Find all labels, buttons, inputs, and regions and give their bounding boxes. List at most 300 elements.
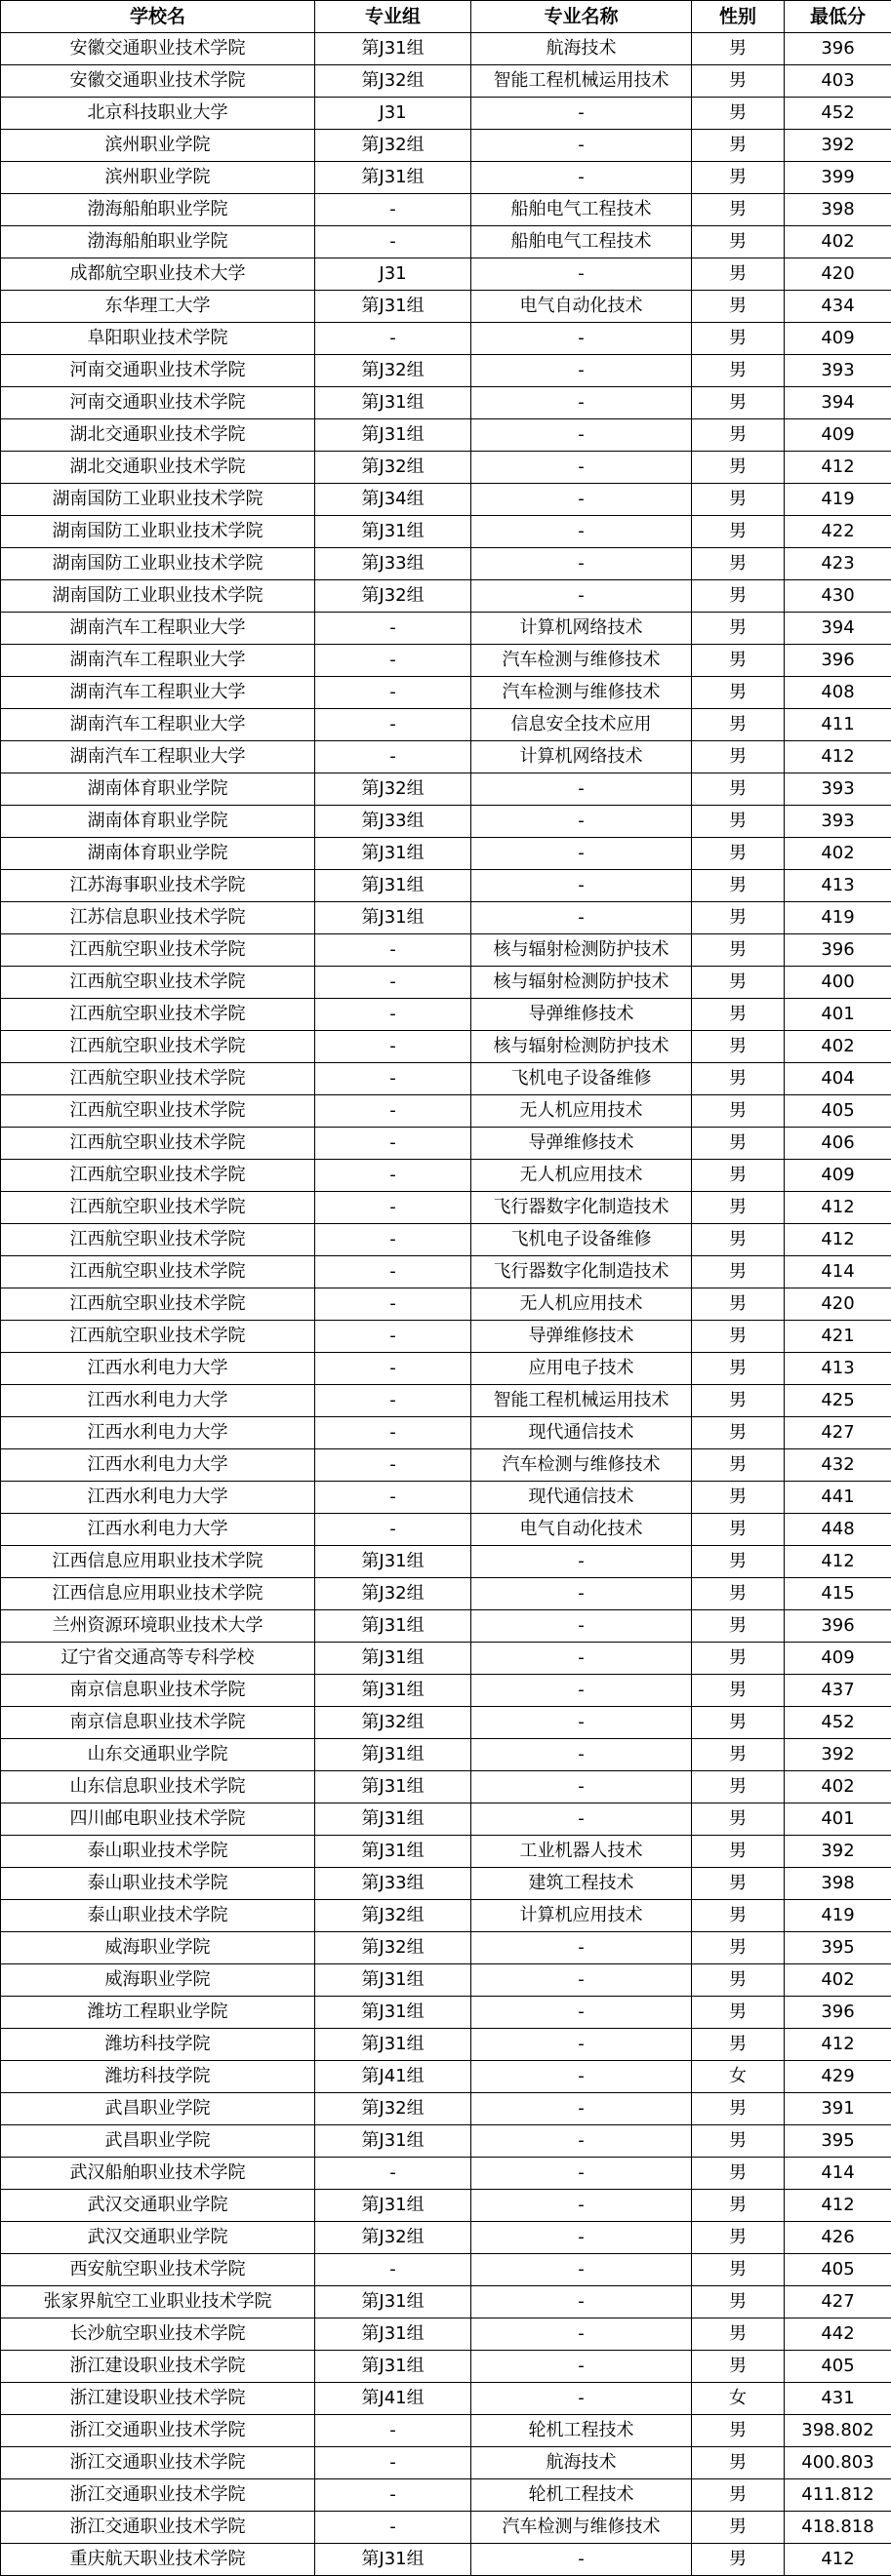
group-cell: 第J33组 (315, 1868, 471, 1900)
table-row (1, 2383, 891, 2415)
group-cell: 第J31组 (315, 33, 471, 65)
group-cell: 第J32组 (315, 65, 471, 98)
school-name-cell: 重庆航天职业技术学院 (1, 2544, 315, 2576)
group-cell: 第J32组 (315, 1578, 471, 1610)
school-name-cell: 江西航空职业技术学院 (1, 1224, 315, 1256)
gender-cell: 男 (692, 2318, 785, 2351)
min-score-cell: 421 (785, 1321, 891, 1353)
group-cell: - (315, 1385, 471, 1417)
gender-cell: 男 (692, 2254, 785, 2286)
gender-cell: 男 (692, 1803, 785, 1836)
group-cell: - (315, 1353, 471, 1385)
school-name-cell: 江西航空职业技术学院 (1, 999, 315, 1031)
school-name-cell: 山东信息职业技术学院 (1, 1771, 315, 1803)
school-name-cell: 南京信息职业技术学院 (1, 1707, 315, 1739)
gender-cell: 男 (692, 2093, 785, 2125)
table-row (1, 1353, 891, 1385)
table-body (1, 33, 891, 2576)
major-cell: - (471, 2318, 692, 2351)
gender-cell: 男 (692, 2479, 785, 2512)
school-name-cell: 兰州资源环境职业技术大学 (1, 1610, 315, 1643)
gender-cell: 男 (692, 1997, 785, 2029)
min-score-cell: 406 (785, 1128, 891, 1160)
group-cell: - (315, 194, 471, 226)
table-row (1, 194, 891, 226)
major-cell: - (471, 1578, 692, 1610)
table-row (1, 1449, 891, 1482)
table-row (1, 1063, 891, 1095)
gender-cell: 男 (692, 1288, 785, 1321)
major-cell: 电气自动化技术 (471, 1514, 692, 1546)
table-row (1, 2447, 891, 2479)
min-score-cell: 413 (785, 870, 891, 902)
table-row (1, 2415, 891, 2447)
group-cell: 第J31组 (315, 1610, 471, 1643)
group-cell: - (315, 1095, 471, 1128)
table-row (1, 677, 891, 709)
group-cell: - (315, 967, 471, 999)
gender-cell: 男 (692, 323, 785, 355)
gender-cell: 男 (692, 1385, 785, 1417)
table-row (1, 548, 891, 580)
group-cell: - (315, 1449, 471, 1482)
major-cell: - (471, 2125, 692, 2158)
group-cell: - (315, 2512, 471, 2544)
min-score-cell: 403 (785, 65, 891, 98)
major-cell: 导弹维修技术 (471, 1128, 692, 1160)
group-cell: 第J32组 (315, 773, 471, 806)
school-name-cell: 湖南国防工业职业技术学院 (1, 516, 315, 548)
group-cell: 第J31组 (315, 162, 471, 194)
school-name-cell: 江西水利电力大学 (1, 1353, 315, 1385)
school-name-cell: 武汉交通职业学院 (1, 2222, 315, 2254)
header-row (1, 1, 891, 33)
gender-cell: 男 (692, 1836, 785, 1868)
school-name-cell: 江西水利电力大学 (1, 1385, 315, 1417)
major-cell: 工业机器人技术 (471, 1836, 692, 1868)
min-score-cell: 396 (785, 1997, 891, 2029)
min-score-cell: 402 (785, 1771, 891, 1803)
min-score-cell: 408 (785, 677, 891, 709)
major-cell: - (471, 1932, 692, 1964)
table-row (1, 1128, 891, 1160)
major-cell: - (471, 130, 692, 162)
major-cell: - (471, 2383, 692, 2415)
group-cell: 第J31组 (315, 1803, 471, 1836)
table-row (1, 33, 891, 65)
group-cell: 第J31组 (315, 1546, 471, 1578)
table-row (1, 1803, 891, 1836)
group-cell: - (315, 934, 471, 967)
gender-cell: 男 (692, 548, 785, 580)
school-name-cell: 江西航空职业技术学院 (1, 1321, 315, 1353)
table-row (1, 613, 891, 645)
major-cell: 飞机电子设备维修 (471, 1063, 692, 1095)
major-cell: 无人机应用技术 (471, 1095, 692, 1128)
table-row (1, 1932, 891, 1964)
gender-cell: 男 (692, 2158, 785, 2190)
min-score-cell: 412 (785, 741, 891, 773)
gender-cell: 男 (692, 194, 785, 226)
table-row (1, 1739, 891, 1771)
major-cell: - (471, 2029, 692, 2061)
min-score-cell: 396 (785, 33, 891, 65)
table-row (1, 323, 891, 355)
group-cell: - (315, 999, 471, 1031)
table-row (1, 1900, 891, 1932)
gender-cell: 男 (692, 1031, 785, 1063)
table-row (1, 1868, 891, 1900)
table-row (1, 709, 891, 741)
gender-cell: 男 (692, 1675, 785, 1707)
gender-cell: 男 (692, 226, 785, 258)
group-cell: 第J31组 (315, 870, 471, 902)
gender-cell: 男 (692, 1610, 785, 1643)
school-name-cell: 浙江交通职业技术学院 (1, 2512, 315, 2544)
group-cell: - (315, 709, 471, 741)
table-row (1, 1482, 891, 1514)
table-row (1, 1288, 891, 1321)
gender-cell: 男 (692, 1095, 785, 1128)
group-cell: 第J31组 (315, 2286, 471, 2318)
min-score-cell: 394 (785, 613, 891, 645)
school-name-cell: 威海职业学院 (1, 1932, 315, 1964)
min-score-cell: 392 (785, 1836, 891, 1868)
gender-cell: 男 (692, 98, 785, 130)
major-cell: 船舶电气工程技术 (471, 194, 692, 226)
gender-cell: 男 (692, 484, 785, 516)
table-row (1, 65, 891, 98)
group-cell: 第J31组 (315, 419, 471, 452)
min-score-cell: 412 (785, 2190, 891, 2222)
group-cell: - (315, 1063, 471, 1095)
min-score-cell: 393 (785, 773, 891, 806)
gender-cell: 男 (692, 2029, 785, 2061)
gender-cell: 男 (692, 773, 785, 806)
min-score-cell: 396 (785, 934, 891, 967)
gender-cell: 男 (692, 162, 785, 194)
school-name-cell: 潍坊科技学院 (1, 2061, 315, 2093)
school-name-cell: 湖南汽车工程职业大学 (1, 677, 315, 709)
gender-cell: 男 (692, 1353, 785, 1385)
table-row (1, 162, 891, 194)
group-cell: 第J31组 (315, 902, 471, 934)
school-name-cell: 威海职业学院 (1, 1964, 315, 1997)
gender-cell: 男 (692, 2125, 785, 2158)
school-name-cell: 江苏海事职业技术学院 (1, 870, 315, 902)
min-score-cell: 396 (785, 645, 891, 677)
major-cell: 轮机工程技术 (471, 2415, 692, 2447)
group-cell: - (315, 1192, 471, 1224)
table-row (1, 291, 891, 323)
min-score-cell: 392 (785, 1739, 891, 1771)
school-name-cell: 湖南体育职业学院 (1, 773, 315, 806)
group-cell: 第J31组 (315, 1997, 471, 2029)
major-cell: - (471, 258, 692, 291)
min-score-cell: 409 (785, 323, 891, 355)
group-cell: - (315, 645, 471, 677)
school-name-cell: 江苏信息职业技术学院 (1, 902, 315, 934)
school-name-cell: 成都航空职业技术大学 (1, 258, 315, 291)
major-cell: 计算机网络技术 (471, 741, 692, 773)
school-name-cell: 湖南国防工业职业技术学院 (1, 548, 315, 580)
school-name-cell: 东华理工大学 (1, 291, 315, 323)
table-row (1, 1256, 891, 1288)
major-cell: 汽车检测与维修技术 (471, 645, 692, 677)
gender-cell: 男 (692, 130, 785, 162)
major-cell: - (471, 1643, 692, 1675)
table-row (1, 1964, 891, 1997)
school-name-cell: 江西航空职业技术学院 (1, 1192, 315, 1224)
group-cell: 第J32组 (315, 1707, 471, 1739)
table-row (1, 2158, 891, 2190)
major-cell: - (471, 162, 692, 194)
table-row (1, 1385, 891, 1417)
school-name-cell: 浙江交通职业技术学院 (1, 2415, 315, 2447)
major-cell: 建筑工程技术 (471, 1868, 692, 1900)
group-cell: 第J32组 (315, 355, 471, 387)
group-cell: 第J32组 (315, 580, 471, 613)
group-cell: 第J31组 (315, 1675, 471, 1707)
min-score-cell: 427 (785, 1417, 891, 1449)
min-score-cell: 437 (785, 1675, 891, 1707)
group-cell: 第J34组 (315, 484, 471, 516)
gender-cell: 男 (692, 419, 785, 452)
major-cell: - (471, 1707, 692, 1739)
min-score-cell: 398 (785, 194, 891, 226)
gender-cell: 男 (692, 838, 785, 870)
school-name-cell: 江西航空职业技术学院 (1, 1063, 315, 1095)
major-cell: 计算机网络技术 (471, 613, 692, 645)
header-major: 专业名称 (471, 1, 692, 33)
school-name-cell: 浙江交通职业技术学院 (1, 2479, 315, 2512)
school-name-cell: 江西航空职业技术学院 (1, 967, 315, 999)
gender-cell: 男 (692, 1417, 785, 1449)
table-row (1, 355, 891, 387)
gender-cell: 男 (692, 452, 785, 484)
min-score-cell: 395 (785, 2125, 891, 2158)
gender-cell: 男 (692, 1482, 785, 1514)
school-name-cell: 河南交通职业技术学院 (1, 387, 315, 419)
major-cell: 信息安全技术应用 (471, 709, 692, 741)
table-row (1, 226, 891, 258)
table-row (1, 773, 891, 806)
group-cell: 第J31组 (315, 291, 471, 323)
major-cell: - (471, 355, 692, 387)
min-score-cell: 409 (785, 1160, 891, 1192)
gender-cell: 男 (692, 1449, 785, 1482)
major-cell: - (471, 452, 692, 484)
table-row (1, 2093, 891, 2125)
group-cell: 第J31组 (315, 2351, 471, 2383)
school-name-cell: 西安航空职业技术学院 (1, 2254, 315, 2286)
min-score-cell: 391 (785, 2093, 891, 2125)
major-cell: 导弹维修技术 (471, 999, 692, 1031)
major-cell: - (471, 548, 692, 580)
gender-cell: 男 (692, 1192, 785, 1224)
gender-cell: 男 (692, 1256, 785, 1288)
school-name-cell: 北京科技职业大学 (1, 98, 315, 130)
school-name-cell: 潍坊科技学院 (1, 2029, 315, 2061)
school-name-cell: 泰山职业技术学院 (1, 1900, 315, 1932)
major-cell: 导弹维修技术 (471, 1321, 692, 1353)
school-name-cell: 滨州职业学院 (1, 130, 315, 162)
group-cell: 第J31组 (315, 1836, 471, 1868)
group-cell: 第J31组 (315, 838, 471, 870)
group-cell: 第J33组 (315, 806, 471, 838)
gender-cell: 男 (692, 870, 785, 902)
group-cell: - (315, 1256, 471, 1288)
gender-cell: 男 (692, 258, 785, 291)
gender-cell: 男 (692, 1514, 785, 1546)
gender-cell: 男 (692, 1224, 785, 1256)
group-cell: 第J41组 (315, 2383, 471, 2415)
min-score-cell: 414 (785, 2158, 891, 2190)
table-row (1, 1192, 891, 1224)
min-score-cell: 402 (785, 226, 891, 258)
major-cell: 计算机应用技术 (471, 1900, 692, 1932)
table-row (1, 130, 891, 162)
min-score-cell: 402 (785, 838, 891, 870)
school-name-cell: 武汉交通职业学院 (1, 2190, 315, 2222)
gender-cell: 男 (692, 1868, 785, 1900)
min-score-cell: 394 (785, 387, 891, 419)
group-cell: J31 (315, 98, 471, 130)
school-name-cell: 南京信息职业技术学院 (1, 1675, 315, 1707)
group-cell: - (315, 1031, 471, 1063)
min-score-cell: 422 (785, 516, 891, 548)
table-row (1, 967, 891, 999)
major-cell: 飞行器数字化制造技术 (471, 1192, 692, 1224)
min-score-cell: 401 (785, 999, 891, 1031)
min-score-cell: 409 (785, 1643, 891, 1675)
major-cell: - (471, 870, 692, 902)
major-cell: - (471, 1546, 692, 1578)
school-name-cell: 河南交通职业技术学院 (1, 355, 315, 387)
min-score-cell: 414 (785, 1256, 891, 1288)
min-score-cell: 399 (785, 162, 891, 194)
major-cell: - (471, 387, 692, 419)
table-row (1, 2318, 891, 2351)
table-row (1, 452, 891, 484)
major-cell: 轮机工程技术 (471, 2479, 692, 2512)
gender-cell: 男 (692, 580, 785, 613)
school-name-cell: 潍坊工程职业学院 (1, 1997, 315, 2029)
min-score-cell: 405 (785, 1095, 891, 1128)
table-row (1, 1610, 891, 1643)
school-name-cell: 武昌职业学院 (1, 2125, 315, 2158)
major-cell: - (471, 2222, 692, 2254)
group-cell: 第J31组 (315, 2125, 471, 2158)
major-cell: 应用电子技术 (471, 1353, 692, 1385)
table-row (1, 1095, 891, 1128)
group-cell: - (315, 2254, 471, 2286)
table-row (1, 580, 891, 613)
gender-cell: 男 (692, 741, 785, 773)
school-name-cell: 渤海船舶职业学院 (1, 194, 315, 226)
school-name-cell: 江西航空职业技术学院 (1, 1128, 315, 1160)
major-cell: 现代通信技术 (471, 1482, 692, 1514)
school-name-cell: 江西水利电力大学 (1, 1482, 315, 1514)
min-score-cell: 452 (785, 1707, 891, 1739)
group-cell: 第J32组 (315, 1932, 471, 1964)
min-score-cell: 448 (785, 1514, 891, 1546)
school-name-cell: 滨州职业学院 (1, 162, 315, 194)
school-name-cell: 江西水利电力大学 (1, 1514, 315, 1546)
min-score-cell: 420 (785, 1288, 891, 1321)
group-cell: 第J31组 (315, 2190, 471, 2222)
group-cell: 第J31组 (315, 2544, 471, 2576)
gender-cell: 男 (692, 2190, 785, 2222)
table-row (1, 387, 891, 419)
min-score-cell: 405 (785, 2351, 891, 2383)
gender-cell: 男 (692, 33, 785, 65)
gender-cell: 男 (692, 677, 785, 709)
major-cell: 智能工程机械运用技术 (471, 1385, 692, 1417)
group-cell: J31 (315, 258, 471, 291)
gender-cell: 男 (692, 1578, 785, 1610)
gender-cell: 男 (692, 1964, 785, 1997)
school-name-cell: 湖南国防工业职业技术学院 (1, 580, 315, 613)
major-cell: - (471, 1803, 692, 1836)
major-cell: 核与辐射检测防护技术 (471, 1031, 692, 1063)
major-cell: 现代通信技术 (471, 1417, 692, 1449)
group-cell: 第J32组 (315, 2222, 471, 2254)
school-name-cell: 四川邮电职业技术学院 (1, 1803, 315, 1836)
school-name-cell: 江西信息应用职业技术学院 (1, 1578, 315, 1610)
min-score-cell: 412 (785, 1192, 891, 1224)
group-cell: 第J41组 (315, 2061, 471, 2093)
min-score-cell: 398.802 (785, 2415, 891, 2447)
min-score-cell: 430 (785, 580, 891, 613)
major-cell: 智能工程机械运用技术 (471, 65, 692, 98)
school-name-cell: 江西信息应用职业技术学院 (1, 1546, 315, 1578)
gender-cell: 男 (692, 999, 785, 1031)
min-score-cell: 426 (785, 2222, 891, 2254)
school-name-cell: 湖南汽车工程职业大学 (1, 709, 315, 741)
major-cell: 汽车检测与维修技术 (471, 2512, 692, 2544)
min-score-cell: 402 (785, 1964, 891, 1997)
gender-cell: 男 (692, 2447, 785, 2479)
gender-cell: 男 (692, 806, 785, 838)
group-cell: - (315, 2415, 471, 2447)
gender-cell: 男 (692, 291, 785, 323)
school-name-cell: 江西航空职业技术学院 (1, 1160, 315, 1192)
major-cell: 飞行器数字化制造技术 (471, 1256, 692, 1288)
gender-cell: 男 (692, 1321, 785, 1353)
table-row (1, 2351, 891, 2383)
table-row (1, 1997, 891, 2029)
group-cell: - (315, 226, 471, 258)
major-cell: - (471, 1997, 692, 2029)
major-cell: - (471, 773, 692, 806)
gender-cell: 男 (692, 1128, 785, 1160)
major-cell: 核与辐射检测防护技术 (471, 967, 692, 999)
group-cell: - (315, 323, 471, 355)
gender-cell: 男 (692, 1546, 785, 1578)
school-name-cell: 安徽交通职业技术学院 (1, 65, 315, 98)
min-score-cell: 405 (785, 2254, 891, 2286)
major-cell: 汽车检测与维修技术 (471, 677, 692, 709)
min-score-cell: 441 (785, 1482, 891, 1514)
gender-cell: 女 (692, 2061, 785, 2093)
min-score-cell: 419 (785, 902, 891, 934)
major-cell: - (471, 902, 692, 934)
table-row (1, 2286, 891, 2318)
school-name-cell: 浙江交通职业技术学院 (1, 2447, 315, 2479)
group-cell: - (315, 2479, 471, 2512)
min-score-cell: 442 (785, 2318, 891, 2351)
